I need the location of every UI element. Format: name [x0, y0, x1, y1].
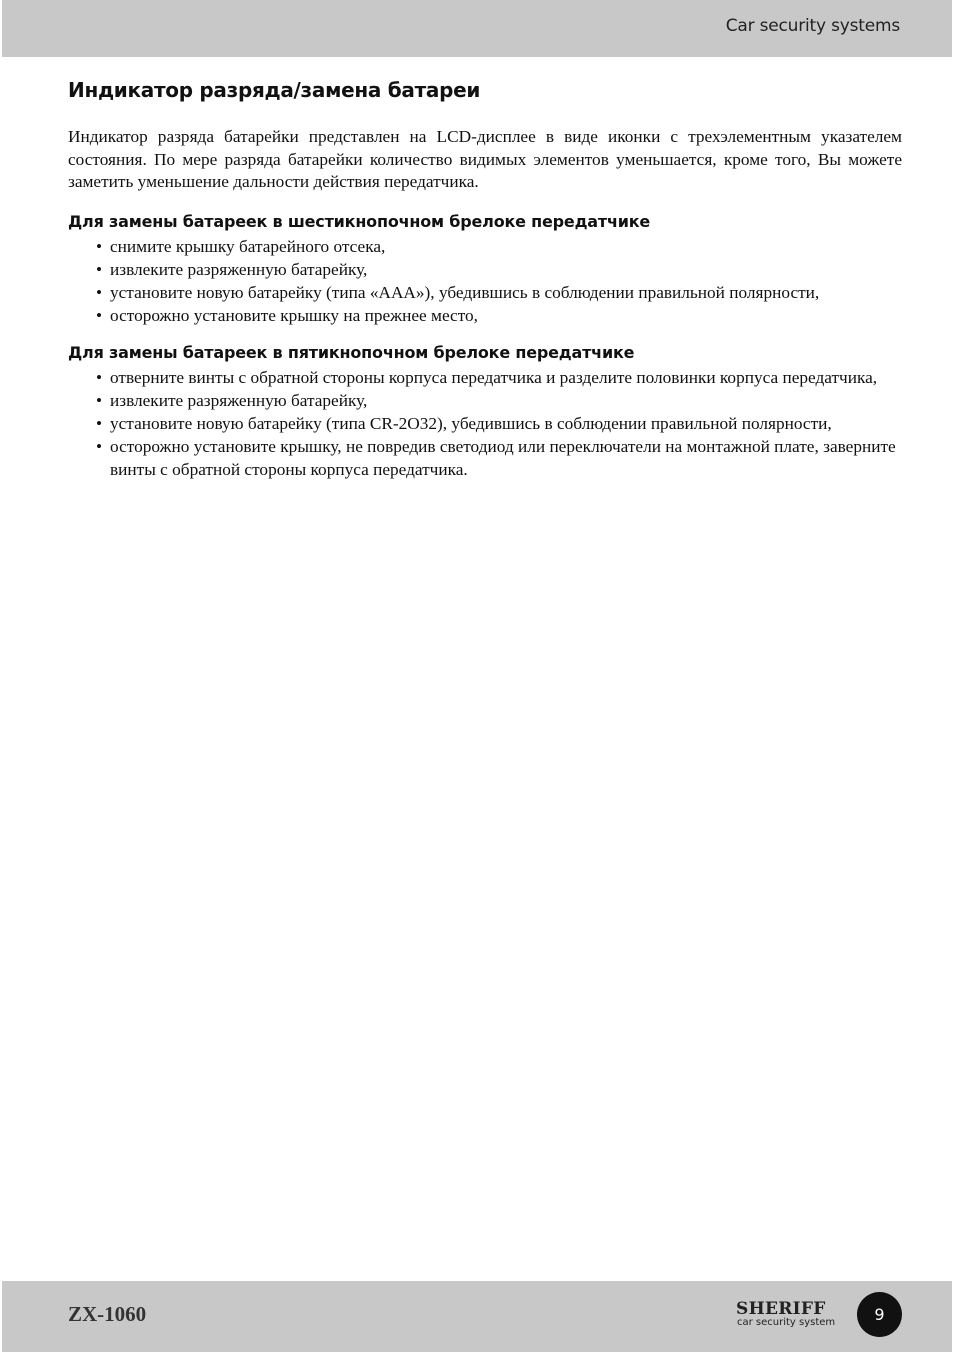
bullet-icon: • [96, 367, 103, 387]
list-item [96, 281, 902, 304]
list-item [96, 435, 902, 481]
page-number-badge [857, 1292, 902, 1337]
bullet-icon: • [96, 259, 103, 279]
list-item-text: осторожно установите крышку на прежнее место, [110, 305, 478, 325]
list-item-text: извлеките разряженную батарейку, [110, 259, 368, 279]
intro-paragraph: Индикатор разряда батарейки представлен на LCD-дисплее в виде иконки с трехэлементным указателем состояния. По мере разряда батарейки количество видимых элементов уменьшается, кроме того, Вы можете заметить уменьшение дальности действия передатчика. [68, 127, 902, 191]
main-content [68, 78, 902, 481]
list-item [96, 258, 902, 281]
brand-tagline: car security system [737, 1317, 836, 1328]
list-item-text: установите новую батарейку (типа CR-2O32), убедившись в соблюдении правильной полярности, [110, 413, 832, 433]
list-item-text: извлеките разряженную батарейку, [110, 390, 368, 410]
list-item [96, 235, 902, 258]
six-button-steps-list [68, 235, 902, 327]
list-item [96, 412, 902, 435]
brand-logo: SHERIFF [736, 1299, 826, 1319]
page-number: 9 [874, 1305, 885, 1324]
six-button-subtitle: Для замены батареек в шестикнопочном брелоке передатчике [68, 211, 651, 231]
list-item [96, 366, 902, 389]
header-bar [2, 0, 952, 57]
section-title: Индикатор разряда/замена батареи [68, 78, 481, 102]
bullet-icon: • [96, 236, 103, 256]
list-item-text: снимите крышку батарейного отсека, [110, 236, 386, 256]
model-name: ZX-1060 [68, 1302, 147, 1326]
bullet-icon: • [96, 390, 103, 410]
bullet-icon: • [96, 436, 103, 456]
list-item-text: отверните винты с обратной стороны корпуса передатчика и разделите половинки корпуса передатчика, [110, 367, 878, 387]
bullet-icon: • [96, 282, 103, 302]
list-item [96, 304, 902, 327]
header-title: Car security systems [725, 16, 900, 36]
five-button-steps-list [68, 366, 902, 481]
bullet-icon: • [96, 413, 103, 433]
list-item-text: осторожно установите крышку, не повредив светодиод или переключатели на монтажной плате, заверните винты с обратной стороны корпуса передатчика. [110, 436, 896, 479]
list-item-text: установите новую батарейку (типа «AAA»), убедившись в соблюдении правильной полярности, [110, 282, 820, 302]
list-item [96, 389, 902, 412]
bullet-icon: • [96, 305, 103, 325]
five-button-subtitle: Для замены батареек в пятикнопочном брелоке передатчике [68, 342, 635, 362]
